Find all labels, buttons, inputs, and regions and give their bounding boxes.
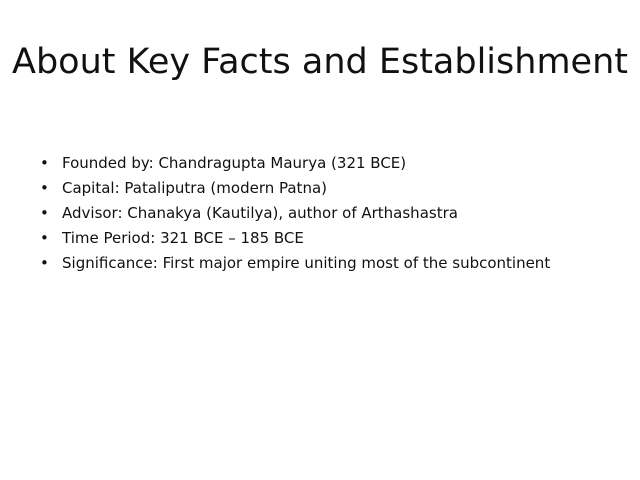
bullet-list <box>40 151 620 276</box>
slide-title: About Key Facts and Establishment <box>12 42 628 82</box>
bullet-text: Founded by: Chandragupta Maurya (321 BCE) <box>62 154 407 172</box>
bullet-text: Significance: First major empire uniting most of the subcontinent <box>62 254 551 272</box>
bullet-text: Capital: Pataliputra (modern Patna) <box>62 179 327 197</box>
bullet-text: Time Period: 321 BCE – 185 BCE <box>62 229 304 247</box>
bullet-item <box>40 226 620 251</box>
bullet-text: Advisor: Chanakya (Kautilya), author of Arthashastra <box>62 204 458 222</box>
bullet-item <box>40 251 620 276</box>
bullet-icon: • <box>40 229 49 247</box>
bullet-item <box>40 201 620 226</box>
bullet-icon: • <box>40 254 49 272</box>
bullet-icon: • <box>40 179 49 197</box>
bullet-item <box>40 176 620 201</box>
bullet-icon: • <box>40 154 49 172</box>
bullet-item <box>40 151 620 176</box>
bullet-icon: • <box>40 204 49 222</box>
